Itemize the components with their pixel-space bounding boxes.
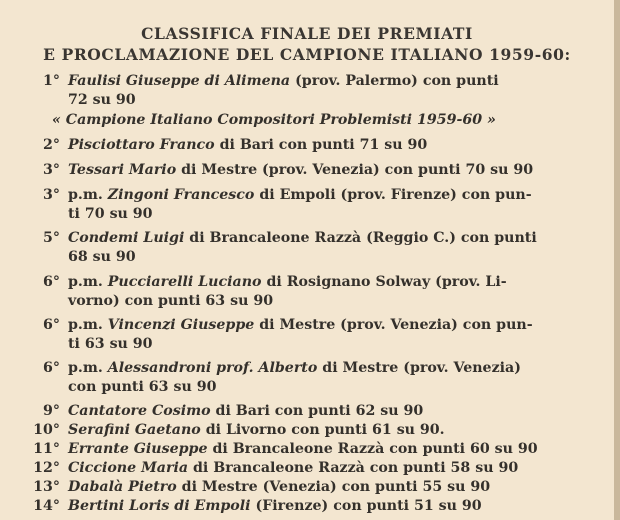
title-line-1: CLASSIFICA FINALE DEI PREMIATI — [141, 24, 473, 43]
entry-details: di Livorno con punti 61 su 90. — [200, 422, 445, 438]
entry-details: di Mestre (prov. Venezia) — [317, 360, 521, 376]
entry-prefix: p.m. — [68, 317, 108, 333]
entry-name: Errante Giuseppe — [68, 441, 208, 457]
entry-details-cont: 72 su 90 — [68, 92, 136, 108]
entry-name: Pisciottaro Franco — [68, 137, 215, 153]
entry-name: Cantatore Cosimo — [68, 403, 211, 419]
entry-name: Zingoni Francesco — [107, 187, 255, 203]
entry-details: di Mestre (prov. Venezia) con punti 70 su 90 — [176, 162, 534, 178]
entry-name: Bertini Loris di Empoli — [68, 498, 251, 514]
title-line-2: E PROCLAMAZIONE DEL CAMPIONE ITALIANO 1959-60: — [43, 45, 571, 64]
entry-rank: 10° — [33, 422, 60, 438]
entry-rank: 9° — [43, 403, 60, 419]
entry-name: Ciccione Maria — [68, 460, 189, 476]
entry-rank: 12° — [33, 460, 60, 476]
entry-details: di Rosignano Solway (prov. Li- — [261, 274, 507, 290]
entry-rank: 11° — [33, 441, 60, 457]
entry-details-cont: con punti 63 su 90 — [68, 379, 217, 395]
entry-rank: 6° — [43, 317, 60, 333]
entry-rank: 3° — [43, 162, 60, 178]
entry-rank: 13° — [33, 479, 60, 495]
entry-prefix: p.m. — [68, 274, 108, 290]
entry-rank: 1° — [43, 73, 60, 89]
entry-rank: 6° — [43, 274, 60, 290]
entry-details-cont: ti 70 su 90 — [68, 206, 153, 222]
champion-subtitle: « Campione Italiano Compositori Problemisti 1959-60 » — [52, 112, 496, 128]
entry-name: Serafini Gaetano — [68, 422, 201, 438]
entry-name: Faulisi Giuseppe di Alimena — [68, 73, 291, 89]
entry-details: di Brancaleone Razzà con punti 58 su 90 — [188, 460, 519, 476]
entry-details: (Firenze) con punti 51 su 90 — [250, 498, 482, 514]
entry-details: di Brancaleone Razzà con punti 60 su 90 — [207, 441, 538, 457]
entry-details: di Brancaleone Razzà (Reggio C.) con punti — [184, 230, 537, 246]
entry-details: (prov. Palermo) con punti — [290, 73, 499, 89]
entry-name: Dabalà Pietro — [68, 479, 177, 495]
entry-rank: 5° — [43, 230, 60, 246]
entry-name: Tessari Mario — [68, 162, 177, 178]
entry-rank: 2° — [43, 137, 60, 153]
entry-name: Pucciarelli Luciano — [107, 274, 262, 290]
entry-details: di Bari con punti 62 su 90 — [210, 403, 424, 419]
entry-prefix: p.m. — [68, 360, 108, 376]
entry-details: di Bari con punti 71 su 90 — [214, 137, 428, 153]
entry-details: di Mestre (Venezia) con punti 55 su 90 — [176, 479, 491, 495]
entry-details: di Empoli (prov. Firenze) con pun- — [254, 187, 532, 203]
entry-rank: 14° — [33, 498, 60, 514]
entry-details: di Mestre (prov. Venezia) con pun- — [254, 317, 533, 333]
entry-rank: 3° — [43, 187, 60, 203]
entry-details-cont: vorno) con punti 63 su 90 — [68, 293, 274, 309]
entry-prefix: p.m. — [68, 187, 108, 203]
entry-name: Condemi Luigi — [68, 230, 185, 246]
entry-rank: 6° — [43, 360, 60, 376]
entry-name: Alessandroni prof. Alberto — [107, 360, 318, 376]
entry-name: Vincenzi Giuseppe — [107, 317, 255, 333]
entry-details-cont: ti 63 su 90 — [68, 336, 153, 352]
entry-details-cont: 68 su 90 — [68, 249, 136, 265]
